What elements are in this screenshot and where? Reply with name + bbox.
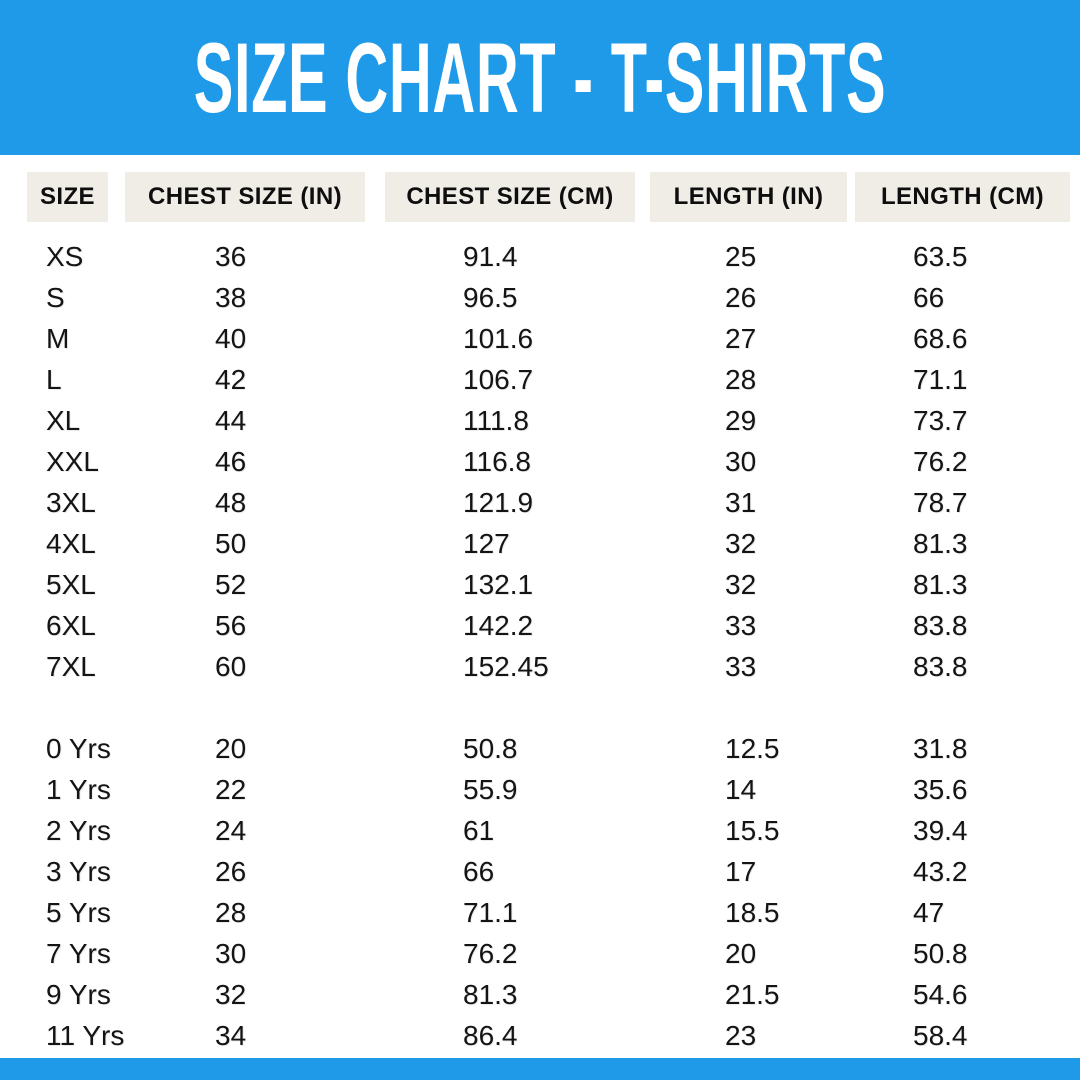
table-cell: 11 Yrs	[46, 1019, 125, 1051]
table-cell: 66	[463, 855, 495, 887]
table-header	[27, 172, 1072, 222]
column-header-label: LENGTH (IN)	[650, 172, 847, 222]
table-cell: 30	[725, 445, 757, 477]
table-cell: 58.4	[913, 1019, 968, 1051]
table-cell: 32	[215, 978, 247, 1010]
table-cell: 78.7	[913, 486, 968, 518]
table-row	[27, 646, 1072, 687]
table-cell: 71.1	[463, 896, 518, 928]
table-row	[27, 441, 1072, 482]
table-cell: 83.8	[913, 650, 968, 682]
table-row	[27, 851, 1072, 892]
table-row	[27, 1015, 1072, 1056]
column-header-label: CHEST SIZE (IN)	[125, 172, 365, 222]
table-cell: 63.5	[913, 240, 968, 272]
table-row	[27, 605, 1072, 646]
table-body	[27, 222, 1072, 1056]
table-row	[27, 892, 1072, 933]
table-row	[27, 523, 1072, 564]
table-cell: 28	[215, 896, 247, 928]
table-cell: 26	[725, 281, 757, 313]
table-cell: 55.9	[463, 773, 518, 805]
table-cell: 54.6	[913, 978, 968, 1010]
table-cell: 132.1	[463, 568, 534, 600]
table-cell: 5XL	[46, 568, 96, 600]
table-cell: 4XL	[46, 527, 96, 559]
header-gap-cell	[27, 222, 1072, 236]
table-header-row	[27, 172, 1072, 222]
table-cell: 9 Yrs	[46, 978, 111, 1010]
table-cell: 18.5	[725, 896, 780, 928]
table-cell: 152.45	[463, 650, 549, 682]
table-cell: 73.7	[913, 404, 968, 436]
table-cell: 2 Yrs	[46, 814, 111, 846]
table-cell: 46	[215, 445, 247, 477]
table-cell: XL	[46, 404, 81, 436]
table-cell: 106.7	[463, 363, 534, 395]
table-cell: 52	[215, 568, 247, 600]
column-header	[385, 172, 650, 222]
column-header	[650, 172, 855, 222]
table-cell: 50.8	[463, 732, 518, 764]
table-cell: 142.2	[463, 609, 534, 641]
table-cell: 61	[463, 814, 495, 846]
table-cell: 43.2	[913, 855, 968, 887]
table-row	[27, 769, 1072, 810]
table-cell: 29	[725, 404, 757, 436]
table-row	[27, 236, 1072, 277]
column-header	[855, 172, 1072, 222]
title-banner	[0, 0, 1080, 155]
table-row	[27, 933, 1072, 974]
table-row	[27, 318, 1072, 359]
table-cell: 31.8	[913, 732, 968, 764]
table-cell: 28	[725, 363, 757, 395]
table-cell: 81.3	[463, 978, 518, 1010]
table-cell: 121.9	[463, 486, 534, 518]
table-cell: 111.8	[463, 404, 529, 436]
table-cell: 24	[215, 814, 247, 846]
table-cell: 83.8	[913, 609, 968, 641]
table-cell: S	[46, 281, 65, 313]
table-cell: 101.6	[463, 322, 534, 354]
table-cell: 3XL	[46, 486, 96, 518]
table-cell: 81.3	[913, 527, 968, 559]
table-row	[27, 400, 1072, 441]
table-cell: 15.5	[725, 814, 780, 846]
table-cell: 17	[725, 855, 757, 887]
table-cell: 56	[215, 609, 247, 641]
table-cell: 76.2	[913, 445, 968, 477]
table-cell: 3 Yrs	[46, 855, 111, 887]
table-cell: 71.1	[913, 363, 968, 395]
table-cell: 20	[725, 937, 757, 969]
table-row	[27, 564, 1072, 605]
table-cell: 32	[725, 568, 757, 600]
table-row	[27, 277, 1072, 318]
table-cell: 34	[215, 1019, 247, 1051]
table-cell: 76.2	[463, 937, 518, 969]
table-cell: 26	[215, 855, 247, 887]
table-cell: 30	[215, 937, 247, 969]
column-header	[125, 172, 385, 222]
table-cell: 81.3	[913, 568, 968, 600]
table-cell: 31	[725, 486, 757, 518]
size-table	[27, 172, 1072, 1056]
table-cell: 68.6	[913, 322, 968, 354]
table-cell: 33	[725, 609, 757, 641]
table-cell: 66	[913, 281, 945, 313]
table-cell: 40	[215, 322, 247, 354]
table-cell: 50	[215, 527, 247, 559]
section-spacer-cell	[27, 687, 1072, 728]
table-row	[27, 359, 1072, 400]
table-cell: L	[46, 363, 62, 395]
table-cell: 38	[215, 281, 247, 313]
table-cell: 14	[725, 773, 757, 805]
table-cell: 35.6	[913, 773, 968, 805]
table-cell: XXL	[46, 445, 99, 477]
table-cell: 23	[725, 1019, 757, 1051]
table-cell: 32	[725, 527, 757, 559]
table-cell: 50.8	[913, 937, 968, 969]
table-cell: 36	[215, 240, 247, 272]
table-cell: 20	[215, 732, 247, 764]
column-header	[27, 172, 125, 222]
table-cell: 44	[215, 404, 247, 436]
table-cell: 127	[463, 527, 510, 559]
table-cell: 48	[215, 486, 247, 518]
table-cell: 5 Yrs	[46, 896, 111, 928]
table-cell: 86.4	[463, 1019, 518, 1051]
column-header-label: LENGTH (CM)	[855, 172, 1070, 222]
page-title: SIZE CHART - T-SHIRTS	[193, 21, 887, 133]
table-cell: 33	[725, 650, 757, 682]
table-cell: 7XL	[46, 650, 96, 682]
table-cell: 12.5	[725, 732, 780, 764]
table-cell: 1 Yrs	[46, 773, 111, 805]
table-row	[27, 810, 1072, 851]
table-row	[27, 482, 1072, 523]
bottom-accent-bar	[0, 1058, 1080, 1080]
table-cell: 6XL	[46, 609, 96, 641]
table-row	[27, 974, 1072, 1015]
table-cell: 27	[725, 322, 757, 354]
table-cell: XS	[46, 240, 84, 272]
table-cell: 0 Yrs	[46, 732, 111, 764]
column-header-label: CHEST SIZE (CM)	[385, 172, 635, 222]
column-header-label: SIZE	[27, 172, 108, 222]
table-cell: 42	[215, 363, 247, 395]
table-cell: 91.4	[463, 240, 518, 272]
table-cell: 25	[725, 240, 757, 272]
table-row	[27, 728, 1072, 769]
table-cell: 60	[215, 650, 247, 682]
table-cell: M	[46, 322, 70, 354]
header-gap	[27, 222, 1072, 236]
table-cell: 22	[215, 773, 247, 805]
table-cell: 21.5	[725, 978, 780, 1010]
table-cell: 39.4	[913, 814, 968, 846]
section-spacer	[27, 687, 1072, 728]
table-cell: 96.5	[463, 281, 518, 313]
table-cell: 47	[913, 896, 945, 928]
table-cell: 116.8	[463, 445, 531, 477]
table-cell: 7 Yrs	[46, 937, 111, 969]
